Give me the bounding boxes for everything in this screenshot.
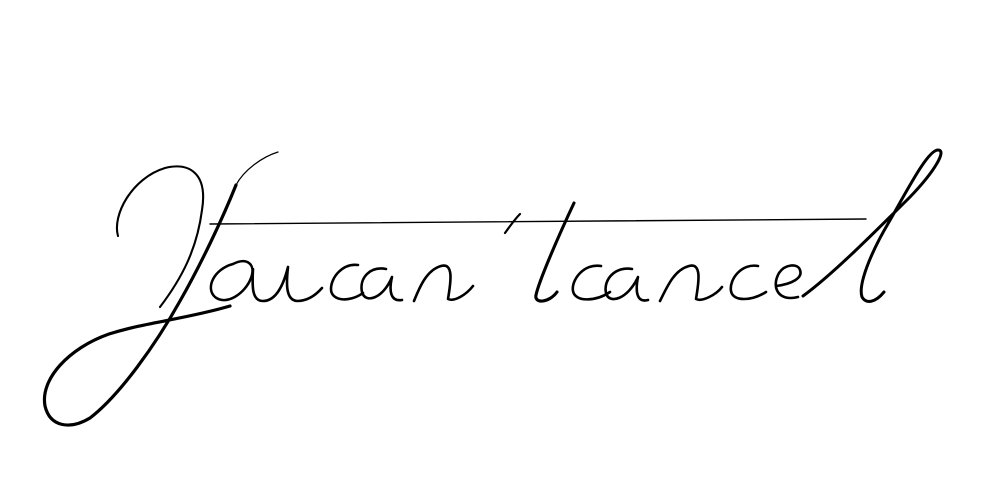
letter-c-first bbox=[331, 265, 363, 300]
letter-a-first bbox=[362, 269, 402, 301]
letter-n-second bbox=[660, 266, 722, 301]
letter-y-main-stroke bbox=[44, 185, 236, 425]
baseline-flourish bbox=[210, 219, 866, 224]
apostrophe bbox=[505, 214, 520, 233]
letter-t bbox=[536, 203, 574, 301]
letter-e bbox=[776, 265, 801, 298]
letter-l bbox=[803, 150, 941, 301]
letter-u bbox=[253, 267, 322, 301]
letter-c-third bbox=[731, 266, 766, 299]
letter-o bbox=[211, 261, 253, 300]
letter-y-hairline bbox=[236, 152, 278, 185]
letter-c-second bbox=[573, 266, 610, 300]
letter-a-second bbox=[606, 269, 648, 301]
letter-n-first bbox=[414, 266, 473, 301]
calligraphy-group bbox=[44, 150, 941, 425]
